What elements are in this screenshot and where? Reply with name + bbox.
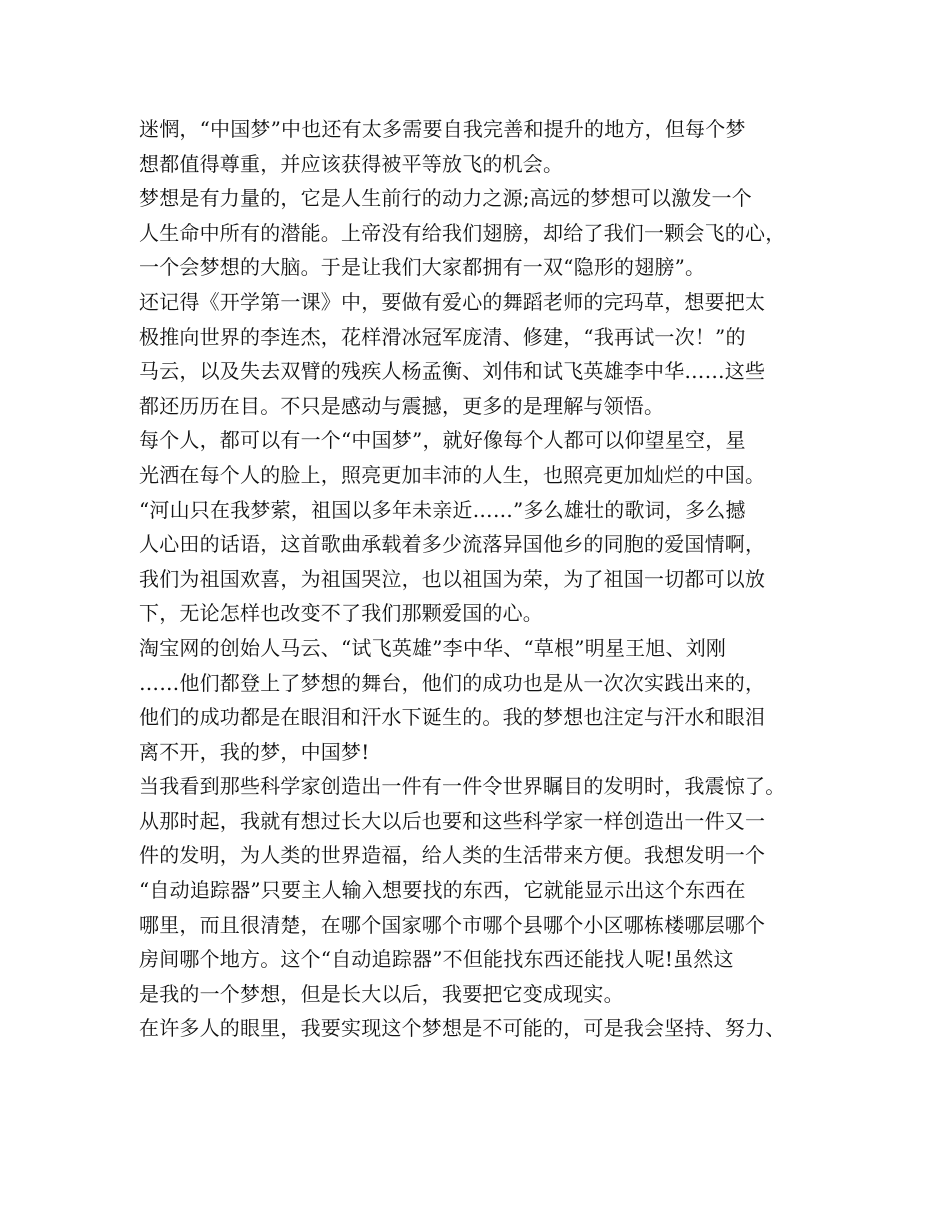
text-line: 淘宝网的创始人马云、“试飞英雄”李中华、“草根”明星王旭、刘刚 (139, 635, 727, 660)
text-line: 每个人，都可以有一个“中国梦”，就好像每个人都可以仰望星空，星 (139, 428, 746, 453)
text-line: 都还历历在目。不只是感动与震撼，更多的是理解与领悟。 (139, 393, 665, 418)
text-line: 人生命中所有的潜能。上帝没有给我们翅膀，却给了我们一颗会飞的心， (139, 220, 786, 245)
text-line: 想都值得尊重，并应该获得被平等放飞的机会。 (139, 151, 564, 176)
text-line: 当我看到那些科学家创造出一件有一件令世界瞩目的发明时，我震惊了。 (139, 774, 786, 799)
text-line: 梦想是有力量的，它是人生前行的动力之源;高远的梦想可以激发一个 (139, 186, 752, 211)
text-line: 马云，以及失去双臂的残疾人杨孟衡、刘伟和试飞英雄李中华……这些 (139, 359, 766, 384)
text-line: 人心田的话语，这首歌曲承载着多少流落异国他乡的同胞的爱国情啊， (139, 532, 766, 557)
text-line: 光洒在每个人的脸上，照亮更加丰沛的人生，也照亮更加灿烂的中国。 (139, 462, 766, 487)
text-line: 我们为祖国欢喜，为祖国哭泣，也以祖国为荣，为了祖国一切都可以放 (139, 566, 766, 591)
text-line: 在许多人的眼里，我要实现这个梦想是不可能的，可是我会坚持、努力、 (139, 1016, 786, 1041)
text-line: 他们的成功都是在眼泪和汗水下诞生的。我的梦想也注定与汗水和眼泪 (139, 705, 766, 730)
text-line: 下，无论怎样也改变不了我们那颗爱国的心。 (139, 601, 543, 626)
text-line: 还记得《开学第一课》中，要做有爱心的舞蹈老师的完玛草，想要把太 (139, 289, 766, 314)
text-line: 迷惘，“中国梦”中也还有太多需要自我完善和提升的地方，但每个梦 (139, 117, 746, 141)
text-line: 从那时起，我就有想过长大以后也要和这些科学家一样创造出一件又一 (139, 808, 766, 833)
text-line: 件的发明，为人类的世界造福，给人类的生活带来方便。我想发明一个 (139, 843, 766, 868)
text-line: “自动追踪器”只要主人输入想要找的东西，它就能显示出这个东西在 (139, 878, 746, 903)
text-line: 极推向世界的李连杰，花样滑冰冠军庞清、修建，“我再试一次！”的 (139, 324, 746, 349)
text-line: ……他们都登上了梦想的舞台，他们的成功也是从一次次实践出来的， (139, 670, 766, 695)
text-line: “河山只在我梦萦，祖国以多年未亲近……”多么雄壮的歌词，多么撼 (139, 497, 746, 522)
text-line: 是我的一个梦想，但是长大以后，我要把它变成现实。 (139, 981, 624, 1006)
text-line: 哪里，而且很清楚，在哪个国家哪个市哪个县哪个小区哪栋楼哪层哪个 (139, 912, 766, 937)
document-body (139, 112, 829, 1046)
text-line: 离不开，我的梦，中国梦! (139, 739, 370, 764)
text-line: 房间哪个地方。这个“自动追踪器”不但能找东西还能找人呢!虽然这 (139, 947, 734, 972)
text-line: 一个会梦想的大脑。于是让我们大家都拥有一双“隐形的翅膀”。 (139, 255, 706, 280)
